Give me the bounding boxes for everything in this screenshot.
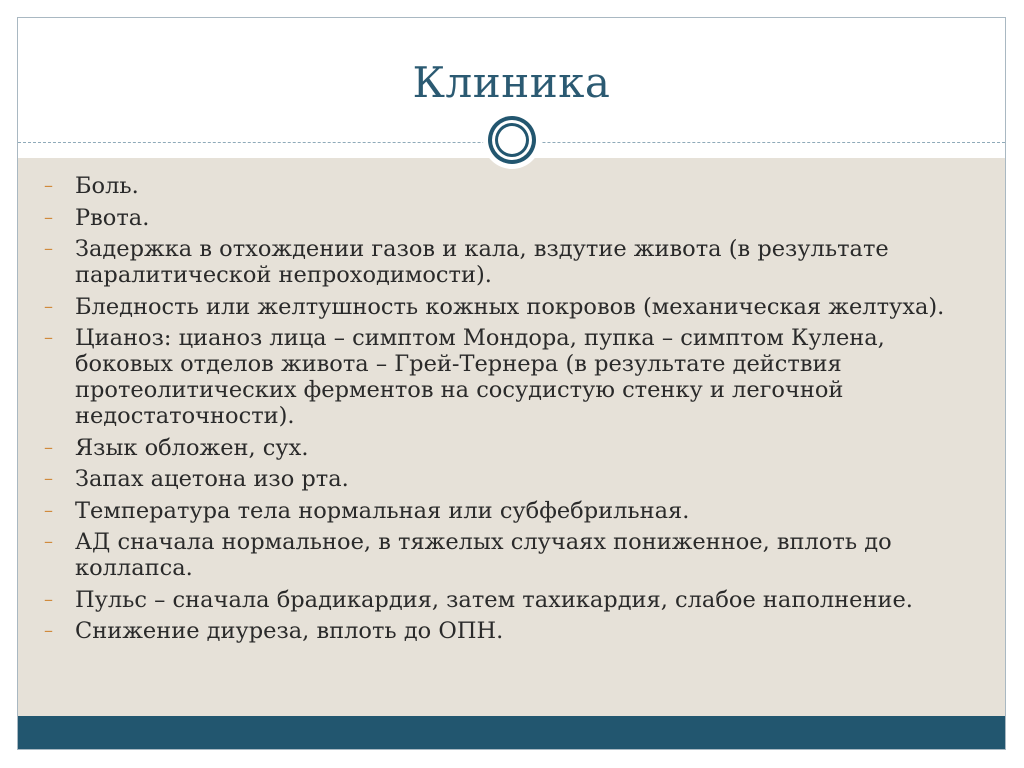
list-item-text: Боль. <box>75 173 139 199</box>
list-item <box>18 435 1005 461</box>
list-item <box>18 618 1005 644</box>
list-item <box>18 587 1005 613</box>
list-item <box>18 466 1005 492</box>
dash-bullet-icon: – <box>44 238 53 259</box>
list-item-text: Температура тела нормальная или субфебрильная. <box>75 497 690 524</box>
list-item <box>18 529 1005 581</box>
dash-bullet-icon: – <box>44 499 53 521</box>
list-item-text: Задержка в отхождении газов и кала, вздутие живота (в результате паралитической непроходимости). <box>75 236 889 288</box>
list-item-text: Пульс – сначала брадикардия, затем тахикардия, слабое наполнение. <box>75 586 913 613</box>
dash-bullet-icon: – <box>44 206 53 228</box>
list-item <box>18 498 1005 524</box>
list-item <box>18 205 1005 231</box>
list-item-text: АД сначала нормальное, в тяжелых случаях пониженное, вплоть до коллапса. <box>75 529 892 581</box>
list-item-text: Запах ацетона изо рта. <box>75 466 349 492</box>
list-item <box>18 294 1005 320</box>
list-item-text: Цианоз: цианоз лица – симптом Мондора, пупка – симптом Кулена, боковых отделов живота – Грей-Тернера (в результате действия протеолитических ферментов на сосудистую стенку и легочной недостаточности). <box>75 325 885 429</box>
list-item-text: Бледность или желтушность кожных покровов (механическая желтуха). <box>75 293 945 320</box>
dash-bullet-icon: – <box>44 531 53 552</box>
dash-bullet-icon: – <box>44 468 53 489</box>
dash-bullet-icon: – <box>44 175 53 196</box>
slide-title: Клиника <box>412 58 611 107</box>
dash-bullet-icon: – <box>44 436 53 458</box>
dash-bullet-icon: – <box>44 295 53 317</box>
list-item <box>18 325 1005 429</box>
footer-bar <box>18 716 1005 750</box>
list-item-text: Снижение диуреза, вплоть до ОПН. <box>75 618 504 644</box>
dash-bullet-icon: – <box>44 620 53 641</box>
slide <box>17 17 1006 750</box>
list-item <box>18 236 1005 288</box>
bullet-list <box>18 173 1005 650</box>
dash-bullet-icon: – <box>44 327 53 348</box>
circle-ornament-icon <box>483 111 541 169</box>
dash-bullet-icon: – <box>44 588 53 610</box>
list-item-text: Язык обложен, сух. <box>75 434 309 461</box>
list-item <box>18 173 1005 199</box>
list-item-text: Рвота. <box>75 204 150 231</box>
